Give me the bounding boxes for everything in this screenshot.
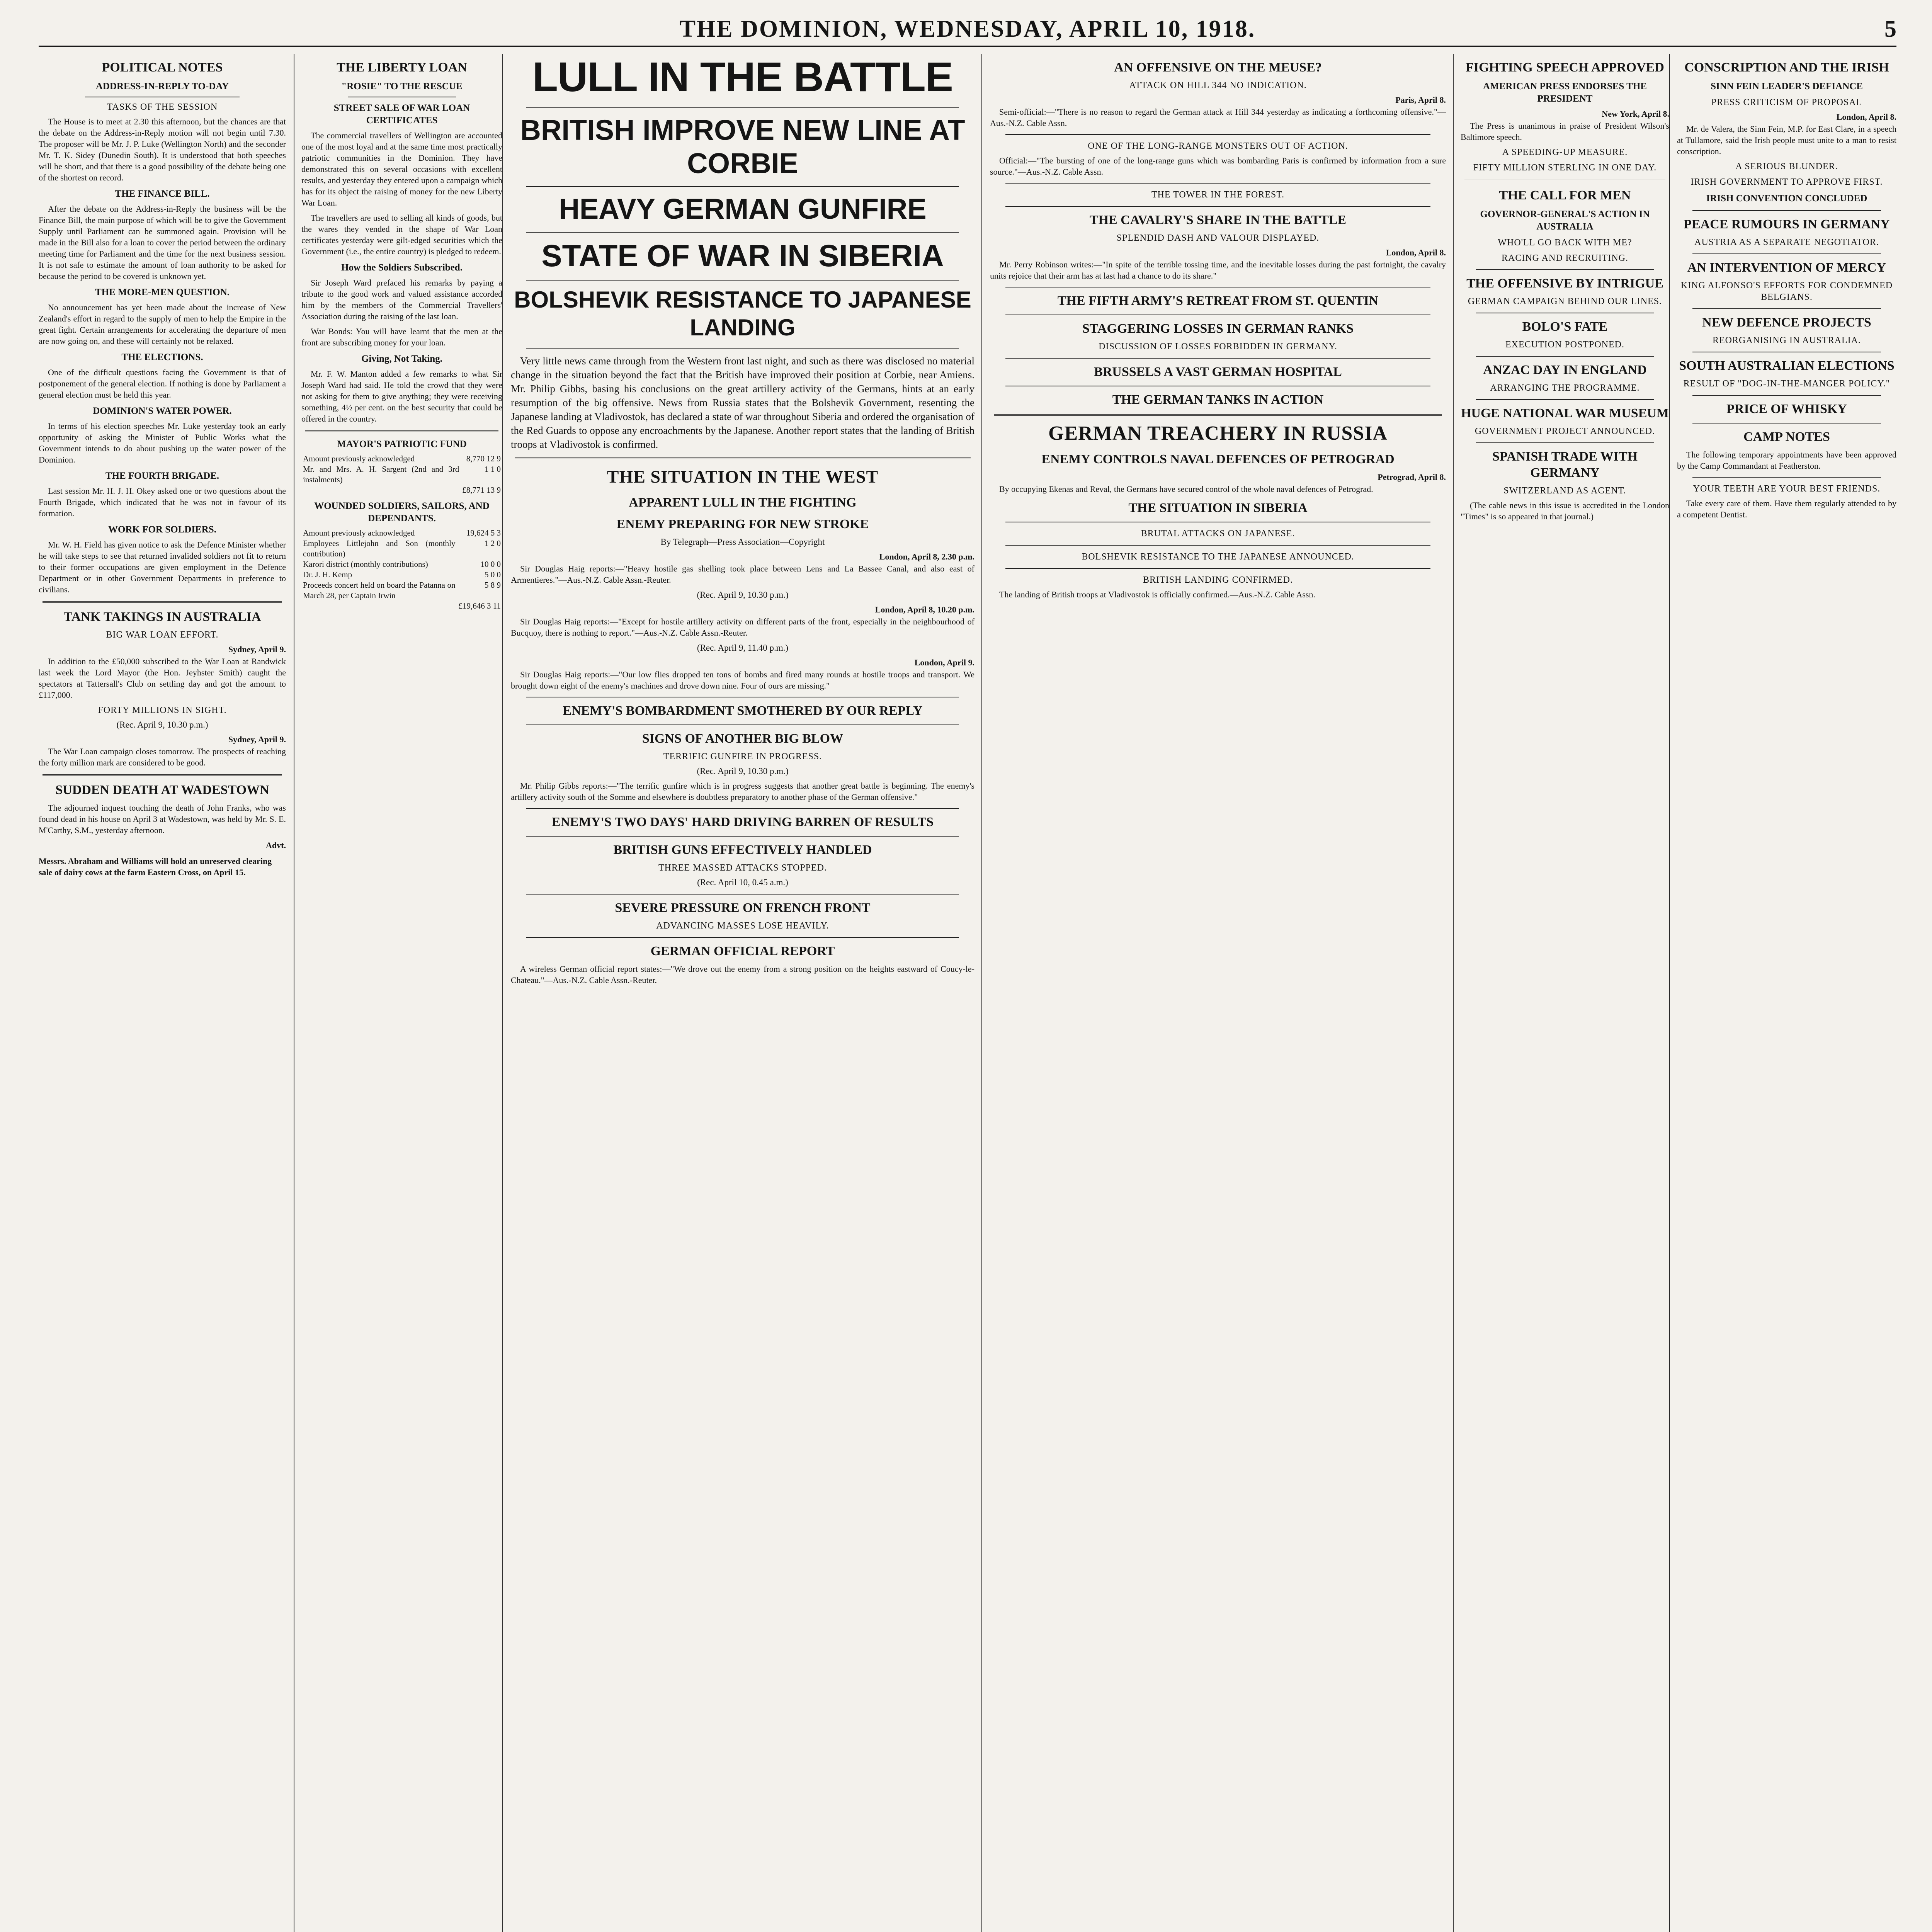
divider (526, 107, 959, 108)
german-treachery-heading: GERMAN TREACHERY IN RUSSIA (1048, 422, 1388, 444)
press-criticism-heading: PRESS CRITICISM OF PROPOSAL (1711, 97, 1862, 107)
paragraph: The adjourned inquest touching the death of John Franks, who was found dead in his house on April 3 at Wadestown, was held by Mr. S. E. M'Carthy, S.M., yesterday afternoon. (39, 803, 286, 835)
execution-postponed-heading: EXECUTION POSTPONED. (1505, 340, 1624, 350)
fund-table (301, 454, 502, 495)
british-landing-heading: BRITISH LANDING CONFIRMED. (1143, 575, 1293, 585)
more-men-heading: THE MORE-MEN QUESTION. (95, 287, 230, 298)
paragraph: Mr. W. H. Field has given notice to ask the Defence Minister whether he will take steps to see that returned invalided soldiers not fit to return to their former occupations are given employment in the Defence Department or in other Government Departments in preference to civilians. (39, 540, 286, 594)
address-subheading: ADDRESS-IN-REPLY TO-DAY (95, 81, 229, 92)
massed-attacks-heading: THREE MASSED ATTACKS STOPPED. (658, 863, 827, 873)
divider (1692, 395, 1881, 396)
call-for-men-heading: THE CALL FOR MEN (1499, 188, 1631, 202)
american-press-heading: AMERICAN PRESS ENDORSES THE PRESIDENT (1483, 81, 1647, 104)
dateline: Paris, April 8. (1395, 95, 1446, 105)
table-cell: 10 0 0 (480, 560, 501, 569)
serious-blunder-heading: A SERIOUS BLUNDER. (1735, 162, 1838, 172)
paragraph: The Press is unanimous in praise of President Wilson's Baltimore speech. (1461, 121, 1669, 142)
byline: By Telegraph—Press Association—Copyright (660, 537, 825, 547)
summary-paragraph: Very little news came through from the Western front last night, and such as there was disclosed no material change in the situation beyond the fact that the British have improved their position at Corbie, near Amiens. Mr. Philip Gibbs, basing his conclusions on the great artillery activity of the Germans, hints at an early resumption of the big offensive. News from Russia states that the Bolshevik Government, resenting the Japanese landing at Vladivostok, has declared a state of war throughout Siberia and ordered the organisation of the Red Guards to oppose any encroachments by the Japanese. Another report states that the landing of British troops at Vladivostok is confirmed. (511, 355, 975, 450)
divider (526, 348, 959, 349)
elections-heading: THE ELECTIONS. (121, 352, 203, 362)
big-war-loan-subheading: BIG WAR LOAN EFFORT. (106, 630, 219, 640)
dateline: London, April 8, 10.20 p.m. (875, 605, 975, 614)
table-cell: £19,646 3 11 (458, 601, 501, 611)
table-row (301, 538, 502, 559)
dateline: London, April 8, 2.30 p.m. (879, 552, 975, 561)
divider (526, 836, 959, 837)
giving-not-taking-heading: Giving, Not Taking. (361, 354, 442, 364)
offensive-meuse-heading: AN OFFENSIVE ON THE MEUSE? (1114, 60, 1322, 75)
divider (43, 774, 282, 776)
situation-west-heading: THE SITUATION IN THE WEST (607, 467, 879, 486)
new-defence-heading: NEW DEFENCE PROJECTS (1702, 315, 1871, 330)
paragraph: Mr. Perry Robinson writes:—"In spite of the terrible tossing time, and the inevitable losses during the past fortnight, the cavalry units rejoice that their arm has at last had a chance to do its share." (990, 260, 1446, 281)
received-note: (Rec. April 9, 11.40 p.m.) (697, 643, 789, 653)
table-row (301, 528, 502, 538)
french-front-heading: SEVERE PRESSURE ON FRENCH FRONT (615, 901, 871, 915)
paragraph: The War Loan campaign closes tomorrow. The prospects of reaching the forty million mark are considered to be good. (39, 747, 286, 767)
arranging-programme-heading: ARRANGING THE PROGRAMME. (1490, 383, 1640, 393)
liberty-loan-heading: THE LIBERTY LOAN (337, 60, 467, 75)
divider (526, 894, 959, 895)
political-notes-heading: POLITICAL NOTES (102, 60, 223, 75)
paragraph: War Bonds: You will have learnt that the men at the front are subscribing money for your loan. (301, 327, 502, 347)
divider (1005, 134, 1430, 135)
paragraph: No announcement has yet been made about the increase of New Zealand's effort in regard to the supply of men to help the Empire in the great fight. Certain arrangements for accelerating the departure of men are now going on, and these will certainly not be relaxed. (39, 303, 286, 346)
table-cell: Karori district (monthly contributions) (303, 560, 428, 569)
fighting-speech-heading: FIGHTING SPEECH APPROVED (1466, 60, 1664, 75)
paragraph: (The cable news in this issue is accredited in the London "Times" is so appeared in that journal.) (1461, 500, 1669, 521)
dateline: New York, April 8. (1602, 109, 1669, 119)
table-row (301, 454, 502, 464)
conscription-heading: CONSCRIPTION AND THE IRISH (1684, 60, 1889, 75)
bolos-fate-heading: BOLO'S FATE (1522, 320, 1608, 334)
paragraph: Official:—"The bursting of one of the long-range guns which was bombarding Paris is confirmed by information from a sure source."—Aus.-N.Z. Cable Assn. (990, 156, 1446, 177)
divider (1005, 358, 1430, 359)
paragraph: The travellers are used to selling all kinds of goods, but the wares they vended in the shape of War Loan certificates yesterday were gilt-edged securities which the Government (i.e., the entire country) is pledged to redeem. (301, 213, 502, 256)
fifty-million-heading: FIFTY MILLION STERLING IN ONE DAY. (1473, 163, 1657, 173)
column-liberty-loan (294, 54, 502, 1932)
governor-general-heading: GOVERNOR-GENERAL'S ACTION IN AUSTRALIA (1480, 209, 1650, 232)
divider (1476, 399, 1654, 400)
masthead (39, 14, 1896, 47)
bombardment-heading: ENEMY'S BOMBARDMENT SMOTHERED BY OUR REPLY (563, 704, 923, 718)
paragraph: Sir Douglas Haig reports:—"Except for hostile artillery activity on different parts of the front, especially in the neighbourhood of Bucquoy, there is nothing to report."—Aus.-N.Z. Cable Assn.-Reuter. (511, 617, 975, 638)
divider (1692, 477, 1881, 478)
divider (526, 186, 959, 187)
column-conscription (1669, 54, 1896, 1932)
situation-siberia-heading: THE SITUATION IN SIBERIA (1128, 501, 1308, 515)
table-cell (301, 485, 461, 495)
paragraph: In addition to the £50,000 subscribed to the War Loan at Randwick last week the Lord Mayor (the Hon. Jeyhster Smith) caught the spectators at Tattersall's Club on settling day and got the amount to £117,000. (39, 656, 286, 700)
paragraph: Mr. de Valera, the Sinn Fein, M.P. for East Clare, in a speech at Tullamore, said the Irish people must unite to a man to resist conscription. (1677, 124, 1896, 156)
work-soldiers-heading: WORK FOR SOLDIERS. (108, 524, 216, 535)
table-cell: Dr. J. H. Kemp (303, 570, 352, 579)
divider (1005, 568, 1430, 569)
table-cell: 1 2 0 (485, 539, 501, 548)
divider (515, 457, 971, 459)
bolshevik-resistance-heading: BOLSHEVIK RESISTANCE TO THE JAPANESE ANNOUNCED. (1082, 552, 1354, 562)
column-meuse (981, 54, 1446, 1932)
paragraph: The following temporary appointments have been approved by the Camp Commandant at Featherston. (1677, 450, 1896, 471)
divider (1005, 183, 1430, 184)
advert-label: Advt. (266, 840, 286, 850)
teeth-advert-heading: YOUR TEETH ARE YOUR BEST FRIENDS. (1693, 484, 1881, 494)
two-days-heading: ENEMY'S TWO DAYS' HARD DRIVING BARREN OF RESULTS (551, 815, 934, 829)
paragraph: By occupying Ekenas and Reval, the Germans have secured control of the whole naval defences of Petrograd. (999, 484, 1373, 494)
government-project-heading: GOVERNMENT PROJECT ANNOUNCED. (1475, 426, 1655, 436)
fund-table (301, 528, 502, 611)
wholl-go-back-heading: WHO'LL GO BACK WITH ME? (1498, 238, 1632, 248)
dateline: London, April 9. (914, 658, 975, 667)
divider (526, 724, 959, 725)
dateline: London, April 8. (1386, 248, 1446, 257)
staggering-losses-heading: STAGGERING LOSSES IN GERMAN RANKS (1082, 321, 1354, 336)
masthead-title: THE DOMINION, WEDNESDAY, APRIL 10, 1918. (679, 16, 1256, 42)
apparent-lull-heading: APPARENT LULL IN THE FIGHTING (629, 495, 857, 510)
long-range-heading: ONE OF THE LONG-RANGE MONSTERS OUT OF ACTION. (1088, 141, 1348, 151)
paragraph: Mr. Philip Gibbs reports:—"The terrific gunfire which is in progress suggests that another great battle is beginning. The enemy's artillery activity south of the Somme and elsewhere is doubtless preparatory to another phase of the German offensive." (511, 781, 975, 802)
table-row (301, 485, 502, 495)
south-australian-heading: SOUTH AUSTRALIAN ELECTIONS (1679, 359, 1895, 373)
table-cell: Mr. and Mrs. A. H. Sargent (2nd and 3rd instalments) (303, 464, 459, 484)
paragraph: Sir Douglas Haig reports:—"Heavy hostile gas shelling took place between Lens and La Bassee Canal, and also east of Armentieres."—Aus.-N.Z. Cable Assn.-Reuter. (511, 564, 975, 585)
racing-recruiting-heading: RACING AND RECRUITING. (1502, 253, 1628, 263)
table-cell (301, 601, 457, 611)
headline-bolshevik: BOLSHEVIK RESISTANCE TO JAPANESE LANDING (514, 287, 971, 340)
paragraph: Sir Joseph Ward prefaced his remarks by paying a tribute to the good work and valued assistance accorded him by the members of the Commercial Travellers' Association during the raising of the last loan. (301, 278, 502, 321)
divider (1692, 210, 1881, 211)
paragraph: The House is to meet at 2.30 this afternoon, but the chances are that the debate on the Address-in-Reply motion will not begin until 7.30. The proposer will be Mr. J. P. Luke (Wellington North) and the seconder Mr. T. K. Sidey (Dunedin South). It is understood that both speeches will be short, and that there is a good possibility of the debate being one of the shortest on record. (39, 117, 286, 182)
divider (526, 280, 959, 281)
naval-defences-heading: ENEMY CONTROLS NAVAL DEFENCES OF PETROGRAD (1041, 452, 1395, 466)
divider (1476, 442, 1654, 443)
irish-government-heading: IRISH GOVERNMENT TO APPROVE FIRST. (1690, 177, 1883, 187)
terrific-gunfire-heading: TERRIFIC GUNFIRE IN PROGRESS. (663, 752, 822, 762)
divider (1692, 253, 1881, 254)
rosie-subheading: "ROSIE" TO THE RESCUE (341, 81, 463, 92)
austria-negotiator-heading: AUSTRIA AS A SEPARATE NEGOTIATOR. (1694, 237, 1879, 247)
street-sale-subheading: STREET SALE OF WAR LOAN CERTIFICATES (333, 103, 470, 126)
page-number: 5 (1884, 16, 1896, 42)
divider (1692, 308, 1881, 309)
intervention-mercy-heading: AN INTERVENTION OF MERCY (1687, 260, 1886, 275)
headline-gunfire: HEAVY GERMAN GUNFIRE (559, 193, 927, 225)
dog-in-manger-heading: RESULT OF "DOG-IN-THE-MANGER POLICY." (1683, 379, 1890, 389)
paragraph: Sir Douglas Haig reports:—"Our low flies dropped ten tons of bombs and fired many rounds at hostile troops and transport. We brought down eight of the enemy's machines and drove down nine. Four of ours are missing." (511, 670, 975, 690)
received-note: (Rec. April 9, 10.30 p.m.) (116, 720, 208, 730)
paragraph: Last session Mr. H. J. H. Okey asked one or two questions about the Fourth Brigade, which indicated that he was not in favour of its formation. (39, 486, 286, 518)
divider (1005, 545, 1430, 546)
paragraph: In terms of his election speeches Mr. Luke yesterday took an early opportunity of asking the Minister of Public Works what the Government intends to do about pushing up the water power of the Dominion. (39, 421, 286, 464)
paragraph: After the debate on the Address-in-Reply the business will be the Finance Bill, the main purpose of which will be to give the Government Supply until Parliament can be summoned again. Provision will be made in the Bill also for a loan to cover the period between the ordinary meeting time for Parliament and the time for the next business session. It is not safe to estimate the amount of loan authority to be asked for because the period to be covered is unknown yet. (39, 204, 286, 281)
received-note: (Rec. April 10, 0.45 a.m.) (697, 878, 788, 887)
splendid-dash-heading: SPLENDID DASH AND VALOUR DISPLAYED. (1116, 233, 1320, 243)
dateline: Petrograd, April 8. (1378, 472, 1446, 482)
table-row (301, 580, 502, 601)
table-row (301, 464, 502, 485)
divider (994, 414, 1442, 416)
table-cell: 5 8 9 (485, 580, 501, 590)
divider (1476, 269, 1654, 270)
table-cell: Proceeds concert held on board the Patanna on March 28, per Captain Irwin (303, 580, 456, 600)
divider (526, 232, 959, 233)
soldiers-subscribed-heading: How the Soldiers Subscribed. (341, 262, 463, 273)
enemy-preparing-heading: ENEMY PREPARING FOR NEW STROKE (616, 517, 869, 531)
paragraph: Take every care of them. Have them regularly attended to by a competent Dentist. (1677, 498, 1896, 519)
dateline: London, April 8. (1836, 112, 1896, 122)
tank-takings-heading: TANK TAKINGS IN AUSTRALIA (63, 610, 261, 624)
water-power-heading: DOMINION'S WATER POWER. (93, 406, 232, 416)
paragraph: The landing of British troops at Vladivostok is officially confirmed.—Aus.-N.Z. Cable Assn. (999, 590, 1315, 599)
german-tanks-heading: THE GERMAN TANKS IN ACTION (1112, 393, 1324, 407)
column-political-notes (39, 54, 286, 1932)
king-alfonso-heading: KING ALFONSO'S EFFORTS FOR CONDEMNED BELGIANS. (1680, 281, 1893, 302)
anzac-day-heading: ANZAC DAY IN ENGLAND (1483, 363, 1647, 377)
tasks-subheading: TASKS OF THE SESSION (107, 102, 218, 112)
spanish-trade-heading: SPANISH TRADE WITH GERMANY (1492, 449, 1638, 480)
dateline: Sydney, April 9. (228, 645, 286, 654)
offensive-intrigue-heading: THE OFFENSIVE BY INTRIGUE (1466, 276, 1663, 291)
paragraph: Mr. F. W. Manton added a few remarks to what Sir Joseph Ward had said. He told the crowd that they were not asking for them to give anything; they were receiving something, 4½ per cent. on the best security that could be offered in the country. (301, 369, 502, 423)
divider (526, 808, 959, 809)
mayors-fund-heading: MAYOR'S PATRIOTIC FUND (337, 439, 467, 449)
table-cell: 19,624 5 3 (466, 528, 501, 537)
irish-convention-heading: IRISH CONVENTION CONCLUDED (1706, 193, 1867, 204)
war-museum-heading: HUGE NATIONAL WAR MUSEUM (1461, 406, 1669, 420)
table-row (301, 570, 502, 580)
fourth-brigade-heading: THE FOURTH BRIGADE. (105, 471, 219, 481)
sudden-death-heading: SUDDEN DEATH AT WADESTOWN (55, 783, 269, 797)
cavalry-heading: THE CAVALRY'S SHARE IN THE BATTLE (1089, 213, 1347, 227)
column-lull-in-battle (502, 54, 975, 1932)
brutal-attacks-heading: BRUTAL ATTACKS ON JAPANESE. (1141, 529, 1295, 539)
finance-bill-heading: THE FINANCE BILL. (115, 189, 210, 199)
table-row (301, 601, 502, 611)
table-cell: Amount previously acknowledged (303, 454, 415, 463)
brussels-heading: BRUSSELS A VAST GERMAN HOSPITAL (1094, 365, 1342, 379)
german-official-heading: GERMAN OFFICIAL REPORT (650, 944, 835, 958)
headline-corbie: BRITISH IMPROVE NEW LINE AT CORBIE (520, 114, 965, 179)
sinn-fein-heading: SINN FEIN LEADER'S DEFIANCE (1711, 81, 1863, 92)
discussion-forbidden-heading: DISCUSSION OF LOSSES FORBIDDEN IN GERMANY. (1099, 342, 1337, 352)
paragraph: The commercial travellers of Wellington are accounted one of the most loyal and at the same time most practically patriotic communities in the Dominion. They have demonstrated this on several occasions with excellent results, and yesterday they entered upon a campaign which has for its object the raising of money for the new Liberty War Loan. (301, 131, 502, 207)
table-cell: £8,771 13 9 (462, 485, 501, 495)
reorganising-heading: REORGANISING IN AUSTRALIA. (1713, 335, 1861, 345)
divider (1476, 356, 1654, 357)
table-row (301, 559, 502, 570)
table-cell: 1 1 0 (485, 464, 501, 474)
paragraph: A wireless German official report states:—"We drove out the enemy from a strong position on the heights eastward of Coucy-le-Chateau."—Aus.-N.Z. Cable Assn.-Reuter. (511, 964, 975, 985)
hill-344-heading: ATTACK ON HILL 344 NO INDICATION. (1129, 80, 1307, 90)
received-note: (Rec. April 9, 10.30 p.m.) (697, 590, 789, 600)
advert-text: Messrs. Abraham and Williams will hold an unreserved clearing sale of dairy cows at the farm Eastern Cross, on April 15. (39, 856, 272, 877)
headline-siberia: STATE OF WAR IN SIBERIA (541, 238, 944, 273)
divider (526, 937, 959, 938)
paragraph: Semi-official:—"There is no reason to regard the German attack at Hill 344 yesterday as indicating a forthcoming offensive."—Aus.-N.Z. Cable Assn. (990, 107, 1446, 128)
fifth-army-heading: THE FIFTH ARMY'S RETREAT FROM ST. QUENTIN (1057, 294, 1379, 308)
british-guns-heading: BRITISH GUNS EFFECTIVELY HANDLED (613, 843, 872, 857)
table-cell: 8,770 12 9 (466, 454, 501, 463)
peace-rumours-heading: PEACE RUMOURS IN GERMANY (1684, 217, 1890, 231)
wounded-soldiers-heading: WOUNDED SOLDIERS, SAILORS, AND DEPENDANTS. (314, 501, 490, 524)
german-campaign-heading: GERMAN CAMPAIGN BEHIND OUR LINES. (1468, 296, 1662, 306)
paragraph: One of the difficult questions facing the Government is that of postponement of the general election. If nothing is done by Parliament a general election must be held this year. (39, 367, 286, 400)
forty-millions-heading: FORTY MILLIONS IN SIGHT. (98, 705, 227, 715)
advancing-masses-heading: ADVANCING MASSES LOSE HEAVILY. (656, 921, 829, 931)
table-cell: 5 0 0 (485, 570, 501, 579)
dateline: Sydney, April 9. (228, 735, 286, 744)
received-note: (Rec. April 9, 10.30 p.m.) (697, 766, 789, 776)
divider (1005, 206, 1430, 207)
switzerland-agent-heading: SWITZERLAND AS AGENT. (1503, 486, 1626, 496)
big-blow-heading: SIGNS OF ANOTHER BIG BLOW (642, 731, 844, 746)
table-cell: Employees Littlejohn and Son (monthly contribution) (303, 539, 456, 558)
table-cell: Amount previously acknowledged (303, 528, 415, 537)
divider (1464, 180, 1665, 181)
camp-notes-heading: CAMP NOTES (1743, 430, 1830, 444)
divider (43, 601, 282, 603)
tower-forest-heading: THE TOWER IN THE FOREST. (1151, 190, 1285, 200)
speeding-up-heading: A SPEEDING-UP MEASURE. (1502, 147, 1628, 157)
column-fighting-speech (1453, 54, 1669, 1932)
main-headline: LULL IN THE BATTLE (532, 54, 953, 100)
price-whisky-heading: PRICE OF WHISKY (1726, 402, 1847, 416)
divider (305, 430, 498, 432)
